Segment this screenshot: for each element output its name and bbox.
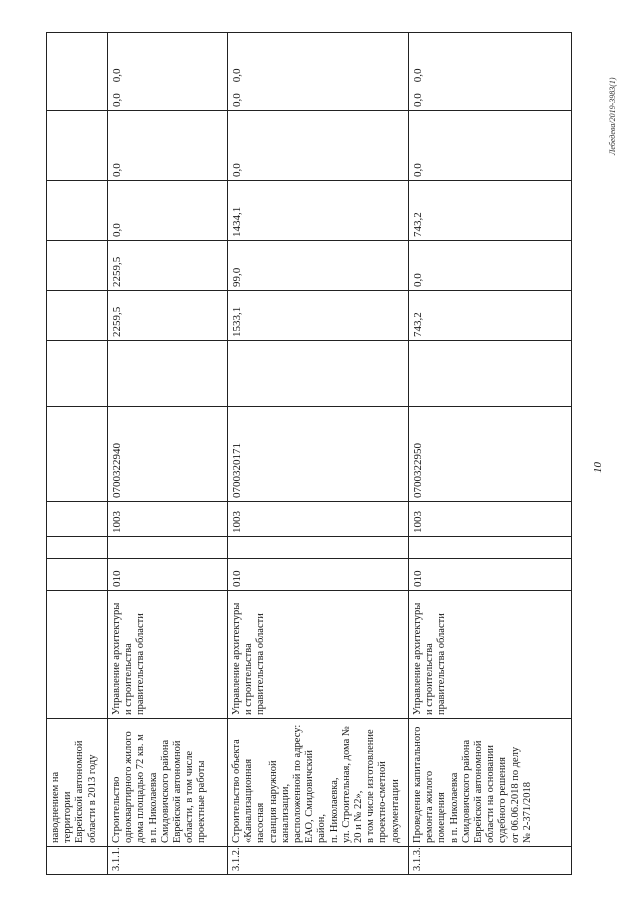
cell-id [47, 847, 108, 875]
cell-v2 [47, 241, 108, 291]
cell-executor: Управление архитектуры и строительства правительства области [409, 591, 572, 719]
cell-name: Проведение капитального ремонта жилого помещения в п. Николаевка Смидовичского района Еврейской автономной области на основании судебного решения от 06.06.2018 по делу № 2-371/2018 [409, 719, 572, 847]
cell-v6: 0,0 [111, 68, 123, 83]
cell-grbs: 010 [108, 559, 228, 591]
cell-rzpr: 1003 [108, 502, 228, 537]
cell-rzpr: 1003 [228, 502, 409, 537]
cell-v4 [47, 111, 108, 181]
budget-table [46, 32, 572, 875]
cell-v2: 0,0 [409, 241, 572, 291]
cell-name: Строительство объекта «Канализационная насосная станция наружной канализации, расположенной по адресу: ЕАО, Смидовичский район, п. Николаевка, ул. Строительная, дома № 20 и № 22», в том числе изготовление проектно-сметной документации [228, 719, 409, 847]
document-reference-note: Лебедева/2019-3983(1) [608, 77, 617, 155]
cell-grbs [47, 559, 108, 591]
cell-id: 3.1.3. [409, 847, 572, 875]
cell-v1: 743,2 [409, 291, 572, 341]
cell-name: Строительство одноквартирного жилого дома площадью 72 кв. м в п. Николаевка Смидовичского района Еврейской автономной области, в том числе проектные работы [108, 719, 228, 847]
cell-executor [47, 591, 108, 719]
cell-v1 [47, 291, 108, 341]
cell-csr [47, 407, 108, 502]
cell-v3 [47, 181, 108, 241]
cell-v5: 0,0 [412, 93, 424, 107]
cell-id: 3.1.1. [108, 847, 228, 875]
cell-empty [228, 341, 409, 407]
cell-v4: 0,0 [409, 111, 572, 181]
cell-v3: 0,0 [108, 181, 228, 241]
cell-v4: 0,0 [228, 111, 409, 181]
cell-v5: 0,0 [231, 93, 243, 107]
cell-v4: 0,0 [108, 111, 228, 181]
table-row [409, 33, 572, 875]
cell-executor: Управление архитектуры и строительства правительства области [228, 591, 409, 719]
cell-empty [409, 341, 572, 407]
cell-csr: 0700322950 [409, 407, 572, 502]
cell-v6: 0,0 [412, 68, 424, 83]
cell-executor: Управление архитектуры и строительства правительства области [108, 591, 228, 719]
cell-v3: 743,2 [409, 181, 572, 241]
cell-v5-v6 [409, 33, 572, 111]
cell-empty [409, 537, 572, 559]
page-number: 10 [592, 462, 604, 473]
cell-v2: 99,0 [228, 241, 409, 291]
table-row [228, 33, 409, 875]
cell-csr: 0700320171 [228, 407, 409, 502]
table-row [47, 33, 108, 875]
cell-grbs: 010 [228, 559, 409, 591]
cell-id: 3.1.2. [228, 847, 409, 875]
cell-v2: 2259,5 [108, 241, 228, 291]
cell-v5: 0,0 [111, 93, 123, 107]
cell-v5-v6 [108, 33, 228, 111]
cell-name: наводнением на территории Еврейской автономной области в 2013 году [47, 719, 108, 847]
cell-rzpr: 1003 [409, 502, 572, 537]
cell-empty [47, 537, 108, 559]
cell-empty [108, 341, 228, 407]
cell-grbs: 010 [409, 559, 572, 591]
table-row [108, 33, 228, 875]
cell-csr: 0700322940 [108, 407, 228, 502]
cell-empty [228, 537, 409, 559]
cell-rzpr [47, 502, 108, 537]
cell-v5-v6 [228, 33, 409, 111]
cell-v1: 1533,1 [228, 291, 409, 341]
cell-v3: 1434,1 [228, 181, 409, 241]
cell-v6: 0,0 [231, 68, 243, 83]
cell-empty [108, 537, 228, 559]
cell-empty [47, 341, 108, 407]
cell-v5-v6 [47, 33, 108, 111]
cell-v1: 2259,5 [108, 291, 228, 341]
